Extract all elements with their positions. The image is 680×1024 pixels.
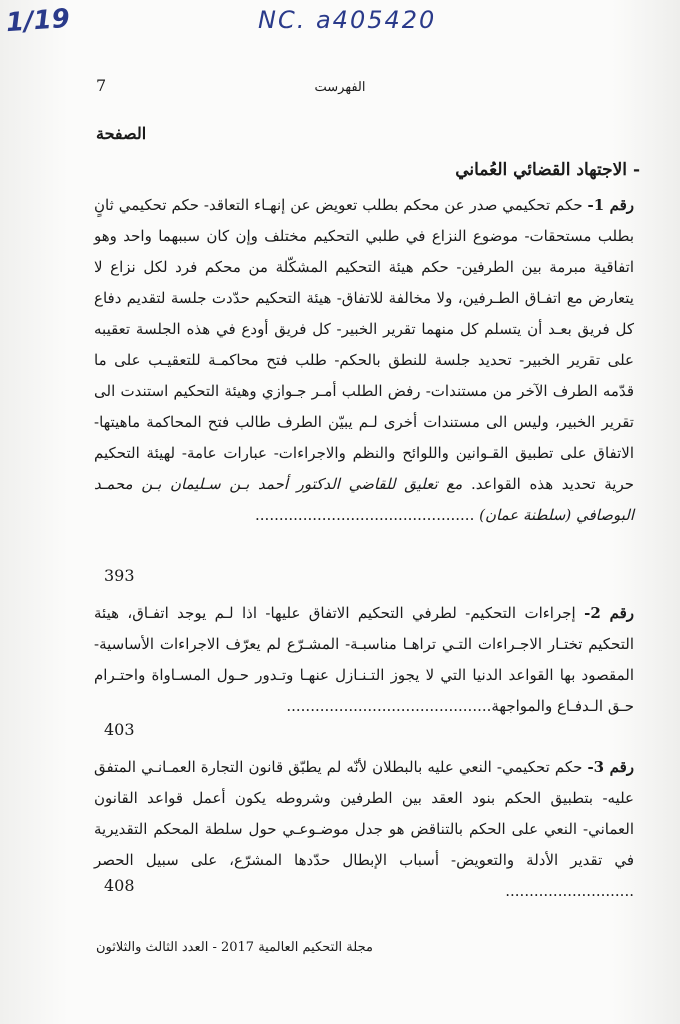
entry-text: إجراءات التحكيم- لطرفي التحكيم الاتفاق عليها- اذا لـم يوجد اتفـاق، هيئة التحكيم تختـار الاجـراءات التـي تراهـا مناسبـة- المشـرّع لم يعرّف الاجراءات الأساسية- المقصود بها القواعد الدنيا التي لا يجوز التـنـازل عنهـا وتـدور حـول المسـاواة واحتـرام حـق الـدفـاع والمواجهة: [94, 604, 634, 715]
index-entry-3: [94, 752, 634, 907]
handwritten-folio: 1/19: [5, 3, 71, 39]
page-number: 7: [96, 76, 107, 95]
entry-page-number: 393: [104, 566, 135, 585]
entry-text: حكم تحكيمي- النعي عليه بالبطلان لأنّه لم يطبّق قانون التجارة العمـانـي المتفق عليه- بتطبيق الحكم بنود العقد بين الطرفين وشروطه يكون أعمل قواعد القانون العماني- النعي على الحكم بالتناقض هو جدل موضـوعـي حول سلطة المحكم التقديرية في تقدير الأدلة والتعويض- أسباب الإبطال حدّدها المشرّع، على سبيل الحصر: [94, 758, 634, 869]
entry-text: حكم تحكيمي صدر عن محكم بطلب تعويض عن إنهـاء التعاقد- حكم تحكيمي ثانٍ بطلب مستحقات- موضوع النزاع في طلبي التحكيم مختلف وإن كان سببهما واحد وهو اتفاقية مبرمة بين الطرفين- حكم هيئة التحكيم المشكّلة من محكم فرد لكل نزاع لا يتعارض مع اتفـاق الطـرفين، ولا مخالفة للاتفاق- هيئة التحكيم حدّدت جلسة لتقديم دفاع كل فريق بعـد أن يتسلم كل منهما تقرير الخبير- كل فريق أودع في هذه الجلسة تعقيبه على تقرير الخبير- تحديد جلسة للنطق بالحكم- طلب فتح محاكمـة للتعقيـب على ما قدّمه الطرف الآخر من مستندات- رفض الطلب أمـر جـوازي وهيئة التحكيم استندت الى تقرير الخبير، وليس الى مستندات أخرى لـم يبيّن الطرف طالب فتح المحاكمة ماهيتها- الاتفاق على تطبيق القـوانين واللوائح والنظم والاجراءات- عبارات عامة- لهيئة التحكيم حرية تحديد هذه القواعد.: [94, 196, 634, 493]
section-title: - الاجتهاد القضائي العُماني: [455, 160, 640, 180]
index-entry-1: [94, 190, 634, 531]
entry-label: رقم 2-: [584, 604, 634, 622]
page-header-title: الفهرست: [314, 80, 366, 95]
index-entry-2: [94, 598, 634, 722]
entry-commentary: مع تعليق للقاضي الدكتور أحمد بـن سـليمان بـن محمـد البوصافي (سلطنة عمان): [94, 475, 634, 524]
handwritten-reference: NC. a405420: [258, 6, 437, 34]
entry-page-number: 408: [104, 876, 135, 895]
entry-leader: ...........................................: [286, 697, 492, 715]
page-column-label: الصفحة: [96, 124, 147, 143]
entry-page-number: 403: [104, 720, 135, 739]
entry-leader: ..............................................: [255, 506, 475, 524]
entry-leader: ...........................: [505, 882, 634, 900]
page-footer: مجلة التحكيم العالمية 2017 - العدد الثالث والثلاثون: [96, 940, 373, 955]
entry-label: رقم 1-: [587, 196, 634, 214]
entry-label: رقم 3-: [587, 758, 635, 776]
